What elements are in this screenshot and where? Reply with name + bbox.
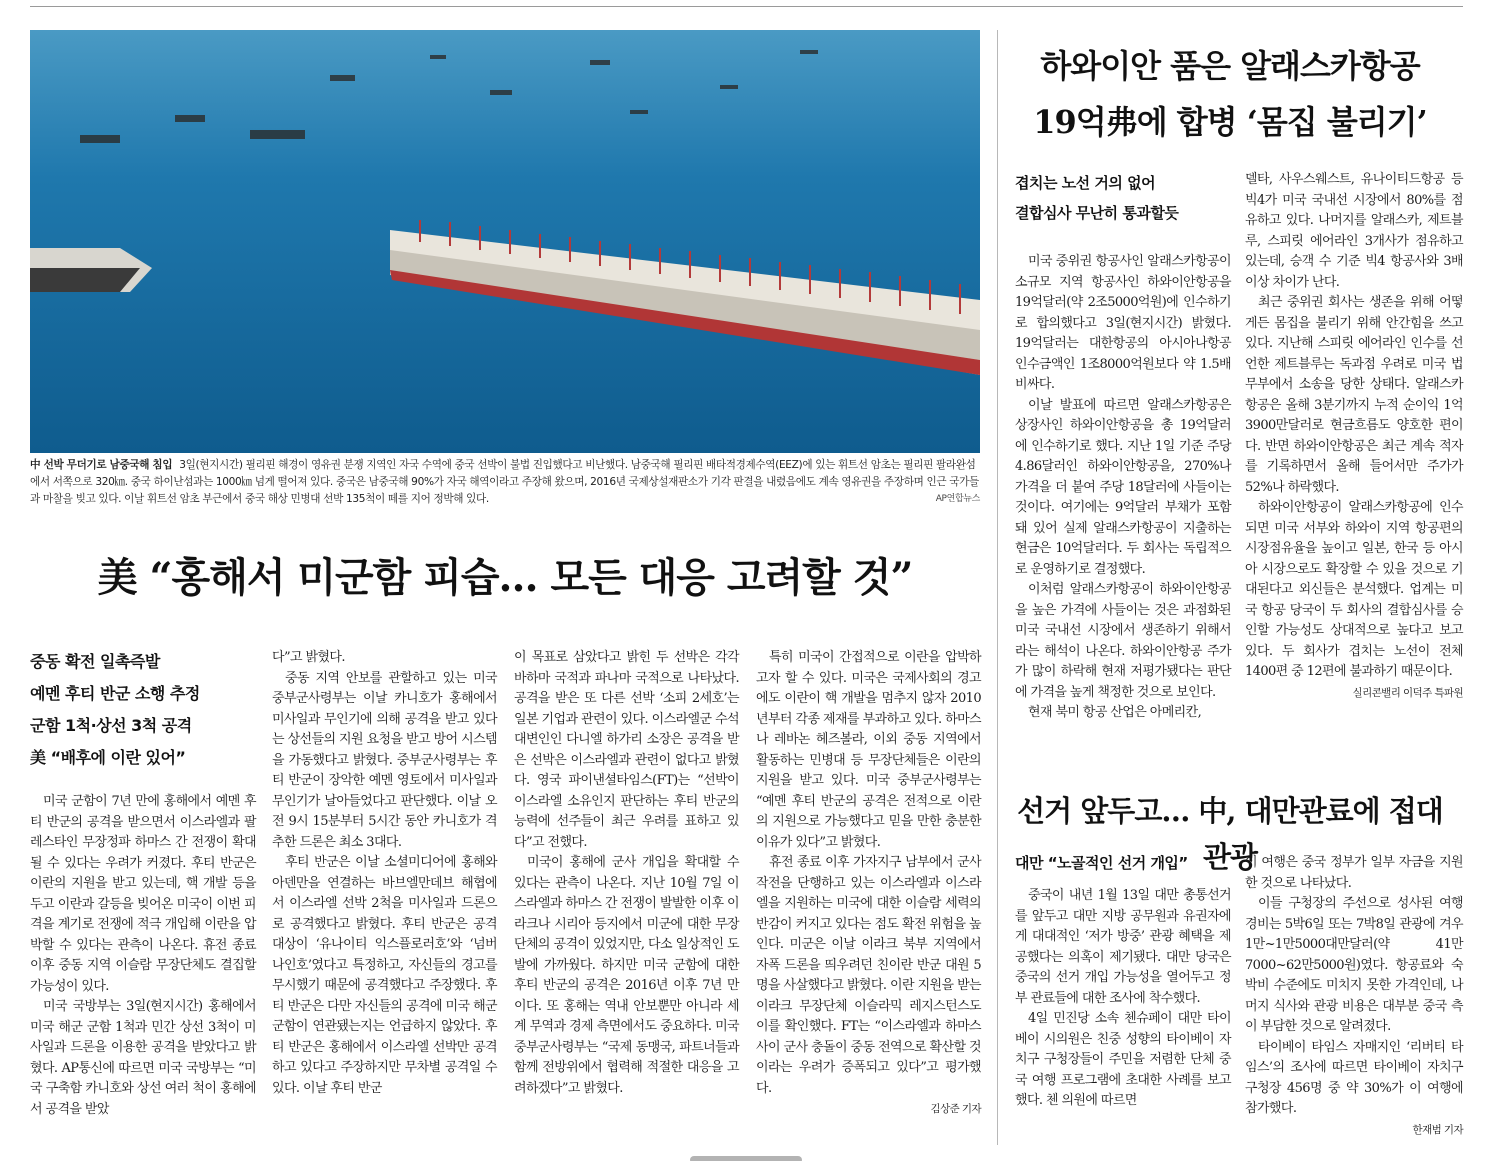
alaska-headline-line-1: 하와이안 품은 알래스카항공 (1040, 47, 1420, 85)
paragraph: 최근 중위권 회사는 생존을 위해 어떻게든 몸집을 불리기 위해 안간힘을 쓰고 있다. 지난해 스피릿 에어라인 인수를 선언한 제트블루는 독과점 우려로 미국 법무부에서 소송을 당한 상태다. 알래스카항공은 올해 3분기까지 누적 순이익 1억3900만달러로 현금흐름도 양호한 편이다. 반면 하와이안항공은 최근 계속 적자를 기록하면서 올해 들어서만 주가가 52%나 하락했다. (1245, 295, 1463, 495)
paragraph: 중동 지역 안보를 관할하고 있는 미국 중부군사령부는 이날 카니호가 홍해에서 미사일과 무인기에 의해 공격을 받고 있다는 상선들의 지원 요청을 받고 방어 시스템을 가동했다고 밝혔다. 중부군사령부는 후티 반군이 장악한 예멘 영토에서 미사일과 무인기가 날아들었다고 판단했다. 이날 오전 9시 15분부터 5시간 동안 카니호가 격추한 드론은 최소 3대다. (272, 670, 497, 850)
paragraph: 이들 구청장의 주선으로 성사된 여행 경비는 5박6일 또는 7박8일 관광에 겨우 1만~1만5000대만달러(약 41만7000~62만5000원)였다. 항공료와 숙박비 수준에도 미치지 못한 가격인데, 나머지 식사와 관광 비용은 대부분 중국 측이 부담한 것으로 알려졌다. (1245, 896, 1463, 1034)
main-subhead-3: 군함 1척·상선 3척 공격 (30, 716, 192, 735)
paragraph: 현재 북미 항공 산업은 아메리칸, (1028, 705, 1202, 720)
paragraph: 타이베이 타임스 자매지인 ‘리버티 타임스’의 조사에 따르면 타이베이 자치구 구청장 456명 중 약 30%가 이 여행에 참가했다. (1245, 1039, 1463, 1116)
scrollbar-thumb[interactable] (690, 1156, 802, 1161)
paragraph: 중국이 내년 1월 13일 대만 총통선거를 앞두고 대만 지방 공무원과 유권자에게 대대적인 ‘저가 방중’ 관광 혜택을 제공했다는 의혹이 제기됐다. 대만 당국은 중국의 선거 개입 가능성을 열어두고 정부 관료들에 대한 조사에 착수했다. (1015, 888, 1231, 1006)
column-divider (997, 30, 998, 1145)
alaska-headline-line-2: 19억弗에 합병 ‘몸집 불리기’ (1033, 103, 1427, 141)
main-column-2 (272, 648, 497, 1099)
byline: 한재범 기자 (1412, 1123, 1463, 1136)
news-photo (30, 30, 980, 453)
alaska-column-2 (1245, 170, 1463, 703)
paragraph: 다”고 밝혔다. (272, 650, 345, 665)
caption-text: 3일(현지시간) 필리핀 해경이 영유권 분쟁 지역인 자국 수역에 중국 선박이 불법 진입했다고 비난했다. 남중국해 필리핀 배타적경제수역(EEZ)에 있는 휘트선 암초는 필리핀 팔라완섬에서 서쪽으로 320㎞. 중국 하이난섬과는 1000㎞ 넘게 떨어져 있다. 중국은 남중국해 90%가 자국 해역이라고 주장해 왔으며, 2016년 국제상설재판소가 기각 판결을 내렸음에도 계속 영유권을 주장하며 인근 국가들과 마찰을 빚고 있다. 이날 휘트선 암초 부근에서 중국 해상 민병대 선박 135척이 떼를 지어 정박해 있다. (30, 459, 979, 505)
paragraph: 미국 군함이 7년 만에 홍해에서 예멘 후티 반군의 공격을 받으면서 이스라엘과 팔레스타인 무장정파 하마스 간 전쟁이 확대될 수 있다는 우려가 커졌다. 후티 반군은 이란의 지원을 받고 있는데, 핵 개발 등을 두고 이란과 갈등을 빚어온 미국이 이번 피격을 계기로 전쟁에 적극 개입해 이란을 압박할 수 있다는 관측이 나온다. 휴전 종료 이후 중동 지역 이슬람 무장단체도 결집할 가능성이 있다. (30, 794, 256, 994)
paragraph: 미국 중위권 항공사인 알래스카항공이 소규모 지역 항공사인 하와이안항공을 19억달러(약 2조5000억원)에 인수하기로 합의했다고 3일(현지시간) 밝혔다. 19억달러는 대한항공의 아시아나항공 인수금액인 1조8000억원보다 약 1.5배 비싸다. (1015, 254, 1231, 392)
paragraph: 이 목표로 삼았다고 밝힌 두 선박은 각각 바하마 국적과 파나마 국적으로 나타났다. 공격을 받은 또 다른 선박 ‘소피 2세호’는 일본 기업과 관련이 있다. 이스라엘군 수석 대변인인 다니엘 하가리 소장은 공격을 받은 선박은 이스라엘과 관련이 없다고 밝혔다. 영국 파이낸셜타임스(FT)는 “선박이 이스라엘 소유인지 판단하는 후티 반군의 능력에 선주들이 최근 우려를 표하고 있다”고 전했다. (514, 650, 739, 850)
paragraph: 델타, 사우스웨스트, 유나이티드항공 등 빅4가 미국 국내선 시장에서 80%를 점유하고 있다. 나머지를 알래스카, 제트블루, 스피릿 에어라인 3개사가 점유하고 있는데, 승객 수 기준 빅4 항공사와 3배 이상 차이가 난다. (1245, 172, 1463, 290)
byline: 김상준 기자 (930, 1103, 981, 1115)
top-rule (30, 6, 1463, 7)
byline: 실리콘밸리 이덕주 특파원 (1352, 686, 1463, 699)
alaska-headline (1015, 38, 1445, 150)
paragraph: 하와이안항공이 알래스카항공에 인수되면 미국 서부와 하와이 지역 항공편의 시장점유율을 높이고 일본, 한국 등 아시아 시장으로도 확장할 수 있을 것으로 기대된다고 외신들은 분석했다. 업계는 미국 항공 당국이 두 회사의 결합심사를 승인할 가능성도 상대적으로 높다고 보고 있다. 두 회사가 겹치는 노선이 전체 1400편 중 12편에 불과하기 때문이다. (1245, 500, 1463, 679)
main-subheads (30, 646, 260, 774)
paragraph: 이처럼 알래스카항공이 하와이안항공을 높은 가격에 사들이는 것은 과점화된 미국 국내선 시장에서 생존하기 위해서라는 해석이 나온다. 하와이안항공 주가가 많이 하락해 현재 저평가됐다는 판단에 가격을 높게 책정한 것으로 보인다. (1015, 582, 1231, 700)
taiwan-column-1 (1015, 886, 1231, 1112)
taiwan-headline: 선거 앞두고… 中, 대만관료에 접대관광 (1017, 794, 1443, 874)
main-subhead-1: 중동 확전 일촉즉발 (30, 652, 160, 671)
taiwan-subhead-1: 대만 “노골적인 선거 개입” (1015, 854, 1188, 872)
paragraph: 미국이 홍해에 군사 개입을 확대할 수 있다는 관측이 나온다. 지난 10월 7일 이스라엘과 하마스 간 전쟁이 발발한 이후 이라크나 시리아 등지에서 미군에 대한 무장단체의 공격이 있었지만, 다소 일상적인 도발에 가까웠다. 하지만 미국 군함에 대한 후티 반군의 공격은 2016년 이후 7년 만이다. 또 홍해는 역내 안보뿐만 아니라 세계 무역과 경제 측면에서도 중요하다. 미국 중부군사령부는 “국제 동맹국, 파트너들과 함께 전방위에서 협력해 적절한 대응을 고려하겠다”고 밝혔다. (514, 855, 739, 1096)
photo-caption (30, 457, 980, 508)
main-subhead-4: 美 “배후에 이란 있어” (30, 748, 186, 767)
sea-ships-illustration (30, 30, 980, 453)
taiwan-subheads (1015, 850, 1230, 876)
paragraph: 미국 국방부는 3일(현지시간) 홍해에서 미국 해군 군함 1척과 민간 상선 3척이 미사일과 드론을 이용한 공격을 받았다고 밝혔다. AP통신에 따르면 미국 국방부는 “미국 구축함 카니호와 상선 여러 척이 홍해에서 공격을 받았 (30, 999, 256, 1117)
paragraph: 이 여행은 중국 정부가 일부 자금을 지원한 것으로 나타났다. (1245, 855, 1463, 891)
taiwan-column-2 (1245, 853, 1463, 1140)
paragraph: 이날 발표에 따르면 알래스카항공은 상장사인 하와이안항공을 총 19억달러에 인수하기로 했다. 지난 1일 기준 주당 4.86달러인 하와이안항공을, 270%나 가격을 더 붙여 주당 18달러에 사들이는 것이다. 여기에는 9억달러 부채가 포함돼 있어 실제 알래스카항공이 지출하는 현금은 10억달러다. 두 회사는 독립적으로 운영하기로 결정했다. (1015, 397, 1231, 577)
main-headline: 美 “홍해서 미군함 피습… 모든 대응 고려할 것” (97, 554, 913, 601)
paragraph: 후티 반군은 이날 소셜미디어에 홍해와 아덴만을 연결하는 바브엘만데브 해협에서 이스라엘 선박 2척을 미사일과 드론으로 공격했다고 밝혔다. 후티 반군은 공격 대상이 ‘유나이티 익스플로러호’와 ‘넘버 나인호’였다고 특정하고, 자신들의 경고를 무시했기 때문에 공격했다고 주장했다. 후티 반군은 다만 자신들의 공격에 미국 해군 군함이 연관됐는지는 언급하지 않았다. 후티 반군은 홍해에서 이스라엘 선박만 공격하고 있다고 주장하지만 무차별 공격일 수 있다. 이날 후티 반군 (272, 855, 497, 1096)
alaska-subheads (1015, 168, 1230, 228)
alaska-column-1 (1015, 252, 1231, 724)
main-subhead-2: 예멘 후티 반군 소행 추정 (30, 684, 200, 703)
main-column-4 (756, 648, 981, 1120)
alaska-subhead-2: 결합심사 무난히 통과할듯 (1015, 204, 1179, 222)
paragraph: 특히 미국이 간접적으로 이란을 압박하고자 할 수 있다. 미국은 국제사회의 경고에도 이란이 핵 개발을 멈추지 않자 2010년부터 각종 제재를 부과하고 있다. 하마스나 레바논 헤즈볼라, 이외 중동 지역에서 활동하는 민병대 등 무장단체들은 이란의 지원을 받고 있다. 미국 중부군사령부는 “예멘 후티 반군의 공격은 전적으로 이란의 지원으로 가능했다고 믿을 만한 충분한 이유가 있다”고 밝혔다. (756, 650, 981, 850)
paragraph: 휴전 종료 이후 가자지구 남부에서 군사작전을 단행하고 있는 이스라엘과 이스라엘을 지원하는 미국에 대한 이슬람 세력의 반감이 커지고 있다는 점도 확전 위험을 높인다. 미군은 이날 이라크 북부 지역에서 자폭 드론을 띄우려던 친이란 반군 대원 5명을 사살했다고 밝혔다. 이란 지원을 받는 이라크 무장단체 이슬라믹 레지스턴스도 이를 확인했다. FT는 “이스라엘과 하마스 사이 군사 충돌이 중동 전역으로 확산할 것이라는 우려가 증폭되고 있다”고 평가했다. (756, 855, 981, 1096)
caption-title: 中 선박 무더기로 남중국해 침입 (30, 459, 173, 471)
main-column-1 (30, 792, 256, 1120)
main-column-3 (514, 648, 739, 1099)
alaska-subhead-1: 겹치는 노선 거의 없어 (1015, 174, 1156, 192)
paragraph: 4일 민진당 소속 첸슈페이 대만 타이베이 시의원은 친중 성향의 타이베이 자치구 구청장들이 주민을 저렴한 단체 중국 여행 프로그램에 초대한 사례를 보고했다. 첸 의원에 따르면 (1015, 1011, 1231, 1108)
photo-credit: AP연합뉴스 (935, 494, 980, 504)
